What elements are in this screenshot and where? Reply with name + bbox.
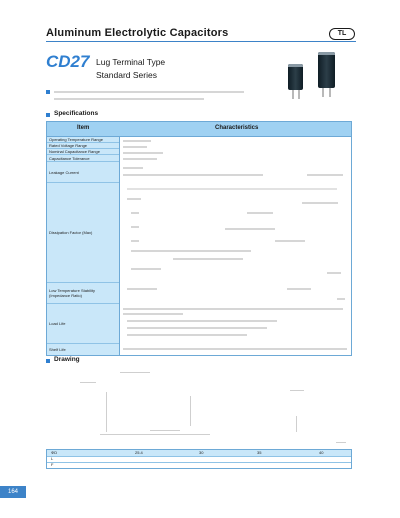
dimension-row-label: L [51,456,54,461]
load-life-text [127,334,247,336]
load-life-text [123,308,343,310]
df-table-text [131,212,139,214]
section-specifications: Specifications [54,110,99,117]
section-bullet [46,359,50,363]
page-header-title: Aluminum Electrolytic Capacitors [46,27,229,39]
row-label: Leakage Current [47,162,119,183]
dimension-row-f [47,462,351,468]
characteristic-text [123,158,157,160]
brand-logo: TL [329,28,355,40]
col-characteristics: Characteristics [215,125,259,131]
df-table-text [173,258,243,260]
dimension-header-cell: 30 [199,450,204,455]
shelf-life-text [123,348,347,350]
df-table-text [327,272,341,274]
section-bullet [46,113,50,117]
df-table-text [127,188,337,190]
row-label: Load Life [47,304,119,344]
dimension-table [46,449,352,469]
characteristic-text [307,174,343,176]
page-number: 164 [0,486,26,498]
characteristic-text [123,146,147,148]
product-photo [284,50,340,104]
characteristic-text [123,152,163,154]
subtitle-type: Lug Terminal Type [96,57,166,67]
characteristic-text [123,174,263,176]
df-table-text [131,268,161,270]
load-life-text [127,327,267,329]
lts-text [287,288,311,290]
subtitle-series: Standard Series [96,70,157,80]
feature-text-2 [54,98,204,100]
row-label: Low Temperature Stability (Impedance Ratio) [47,283,119,304]
load-life-text [123,313,183,315]
lts-text [337,298,345,300]
dimension-header-cell: 35 [257,450,262,455]
df-table-text [302,202,338,204]
spec-table-header [47,122,351,137]
dimension-drawing [60,368,350,446]
row-label: Dissipation Factor (Max) [47,183,119,283]
lts-text [127,288,157,290]
column-divider [119,136,120,355]
row-label: Nominal Capacitance Range [47,149,119,155]
row-label: Operating Temperature Range [47,137,119,143]
df-table-text [225,228,275,230]
df-table-text [247,212,273,214]
df-table-text [127,198,141,200]
df-table-text [131,240,139,242]
dimension-header-cell: ΦD [51,450,58,455]
feature-bullet [46,90,50,94]
dimension-header-cell: 40 [319,450,324,455]
row-label: Shelf Life [47,344,119,355]
characteristic-text [123,167,143,169]
load-life-text [127,320,277,322]
dimension-row-label: F [51,462,54,467]
model-name: CD27 [46,52,90,71]
feature-text-1 [54,91,244,93]
spec-table [46,121,352,356]
col-item: Item [77,125,90,131]
df-table-text [131,250,251,252]
row-label: Rated Voltage Range [47,143,119,149]
df-table-text [275,240,305,242]
df-table-text [131,226,139,228]
dimension-header-cell: 25.4 [135,450,143,455]
header-rule [46,41,356,42]
section-drawing: Drawing [54,356,80,363]
row-label: Capacitance Tolerance [47,155,119,162]
characteristic-text [123,140,151,142]
